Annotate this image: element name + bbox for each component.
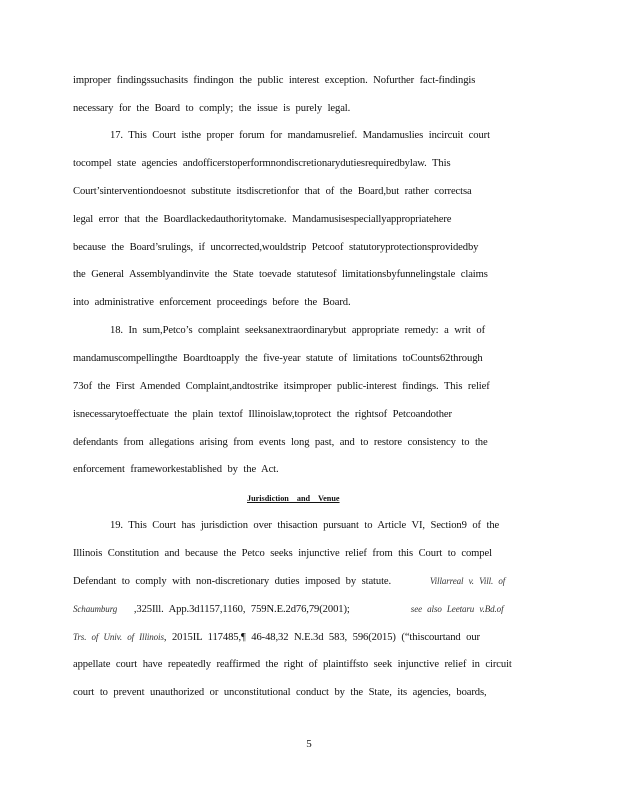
paragraph-18-line: 73of the First Amended Complaint,andtostrike itsimproper public-interest findings. This relief: [73, 381, 490, 392]
line-text: , 2015IL 117485,¶ 46-48,32 N.E.3d 583, 596(2015) (“thiscourtand our: [163, 632, 480, 643]
paragraph-17-line: the General Assemblyandinvite the State toevade statutesof limitationsbyfunnelingstale claims: [73, 269, 488, 280]
paragraph-19-line: [73, 574, 533, 589]
paragraph-18-line: 18. In sum,Petco’s complaint seeksanextraordinarybut appropriate remedy: a writ of: [110, 325, 486, 336]
paragraph-19-line: court to prevent unauthorized or unconstitutional conduct by the State, its agencies, boards,: [73, 687, 487, 698]
paragraph-19-line: [73, 630, 533, 645]
paragraph-17-line: Court’sinterventiondoesnot substitute itsdiscretionfor that of the Board,but rather correctsa: [73, 186, 472, 197]
paragraph-17-line: because the Board’srulings, if uncorrected,wouldstrip Petcoof statutoryprotectionsprovidedby: [73, 242, 479, 253]
paragraph-18-line: mandamuscompellingthe Boardtoapply the five-year statute of limitations toCounts62through: [73, 353, 483, 364]
paragraph-17-line: 17. This Court isthe proper forum for mandamusrelief. Mandamuslies incircuit court: [110, 130, 490, 141]
paragraph-18-line: defendants from allegations arising from events long past, and to restore consistency to the: [73, 437, 488, 448]
case-citation: Trs. of Univ. of Illinois: [73, 632, 164, 642]
page-number: 5: [306, 738, 312, 750]
paragraph-17-line: into administrative enforcement proceedings before the Board.: [73, 297, 351, 308]
case-citation: Villarreal v. Vill. of: [429, 576, 506, 586]
text-line: necessary for the Board to comply; the issue is purely legal.: [73, 103, 351, 114]
line-text: Defendant to comply with non-discretionary duties imposed by statute.: [73, 576, 392, 587]
paragraph-19-line: appellate court have repeatedly reaffirmed the right of plaintiffsto seek injunctive relief in circuit: [73, 659, 512, 670]
paragraph-18-line: isnecessarytoeffectuate the plain textof Illinoislaw,toprotect the rightsof Petcoandother: [73, 409, 452, 420]
paragraph-19-line: [73, 602, 533, 617]
paragraph-17-line: legal error that the Boardlackedauthoritytomake. Mandamusisespeciallyappropriatehere: [73, 214, 452, 225]
citation-signal: see also Leetaru v.Bd.of: [410, 604, 504, 614]
paragraph-18-line: enforcement frameworkestablished by the Act.: [73, 464, 279, 475]
case-citation: Schaumburg: [73, 604, 118, 614]
line-text: ,325Ill. App.3d1157,1160, 759N.E.2d76,79(2001);: [133, 604, 350, 615]
paragraph-19-line: Illinois Constitution and because the Petco seeks injunctive relief from this Court to compel: [73, 548, 492, 559]
paragraph-17-line: tocompel state agencies andofficerstoperformnondiscretionarydutiesrequiredbylaw. This: [73, 158, 451, 169]
paragraph-19-line: 19. This Court has jurisdiction over thisaction pursuant to Article VI, Section9 of the: [110, 520, 500, 531]
text-line: improper findingssuchasits findingon the public interest exception. Nofurther fact-findingis: [73, 75, 476, 86]
section-heading: Jurisdiction and Venue: [247, 494, 340, 503]
